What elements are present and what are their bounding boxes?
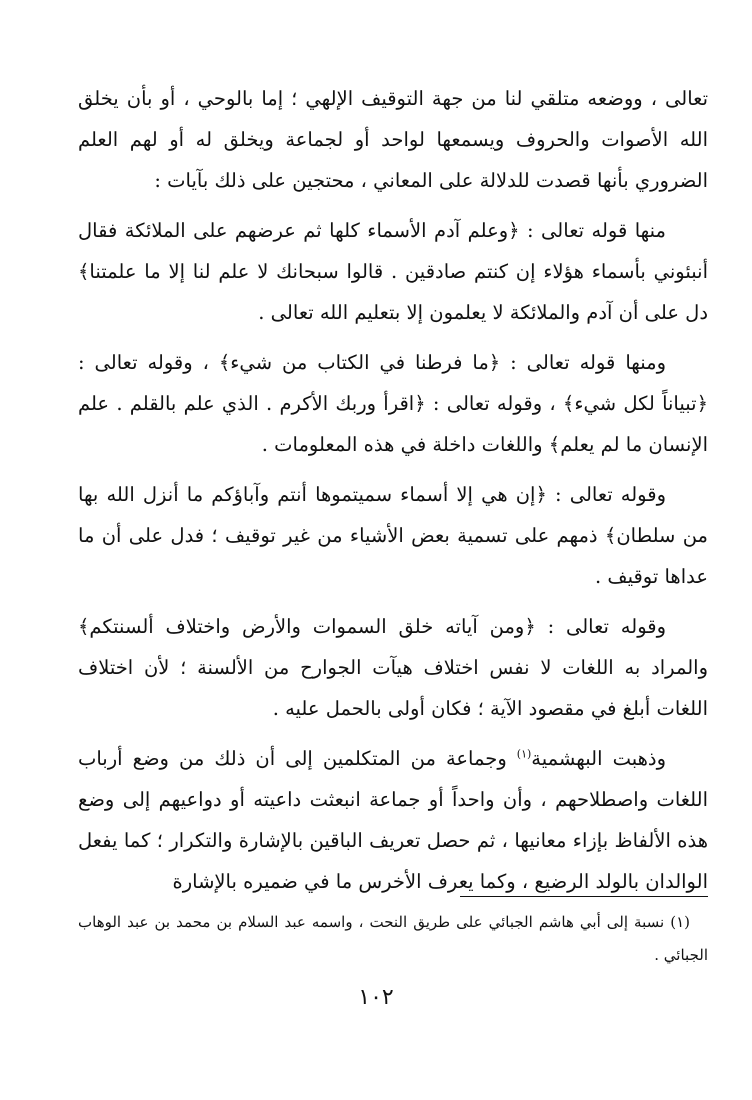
footnote-divider: [460, 896, 708, 897]
paragraph: ومنها قوله تعالى : ﴿ما فرطنا في الكتاب من شيء﴾ ، وقوله تعالى : ﴿تبياناً لكل شيء﴾ ، وقوله تعالى : ﴿اقرأ وربك الأكرم . الذي علم بالقلم . علم الإنسان ما لم يعلم﴾ واللغات داخلة في هذه المعلومات .: [78, 351, 708, 456]
paragraph: منها قوله تعالى : ﴿وعلم آدم الأسماء كلها ثم عرضهم على الملائكة فقال أنبئوني بأسماء هؤلاء إن كنتم صادقين . قالوا سبحانك لا علم لنا إلا ما علمتنا﴾ دل على أن آدم والملائكة لا يعلمون إلا بتعليم الله تعالى .: [78, 219, 708, 324]
footnote-marker: (١): [516, 747, 532, 761]
paragraph-with-footnote: [78, 738, 708, 902]
footnote: (١) نسبة إلى أبي هاشم الجبائي على طريق النحت ، واسمه عبد السلام بن محمد بن عبد الوهاب الجبائي .: [78, 913, 708, 964]
paragraph: وقوله تعالى : ﴿إن هي إلا أسماء سميتموها أنتم وآباؤكم ما أنزل الله بها من سلطان﴾ ذمهم على تسمية بعض الأشياء من غير توقيف ؛ فدل على أن ما عداها توقيف .: [78, 483, 708, 588]
page-number: ١٠٢: [358, 985, 394, 1010]
paragraph: وقوله تعالى : ﴿ومن آياته خلق السموات والأرض واختلاف ألسنتكم﴾ والمراد به اللغات لا نفس اختلاف هيآت الجوارح من الألسنة ؛ لأن اختلاف اللغات أبلغ في مقصود الآية ؛ فكان أولى بالحمل عليه .: [78, 615, 708, 720]
paragraph: تعالى ، ووضعه متلقي لنا من جهة التوقيف الإلهي ؛ إما بالوحي ، أو بأن يخلق الله الأصوات والحروف ويسمعها لواحد أو لجماعة ويخلق له أو لهم العلم الضروري بأنها قصدت للدلالة على المعاني ، محتجين على ذلك بآيات :: [78, 87, 708, 192]
paragraph-text-start: وذهبت البهشمية: [531, 747, 666, 770]
paragraph-text-end: وجماعة من المتكلمين إلى أن ذلك من وضع أرباب اللغات واصطلاحهم ، وأن واحداً أو جماعة انبعثت داعيته أو دواعيهم إلى وضع هذه الألفاظ بإزاء معانيها ، ثم حصل تعريف الباقين بالإشارة والتكرار ؛ كما يفعل الوالدان بالولد الرضيع ، وكما يعرف الأخرس ما في ضميره بالإشارة: [78, 747, 708, 893]
main-text: [78, 78, 708, 911]
